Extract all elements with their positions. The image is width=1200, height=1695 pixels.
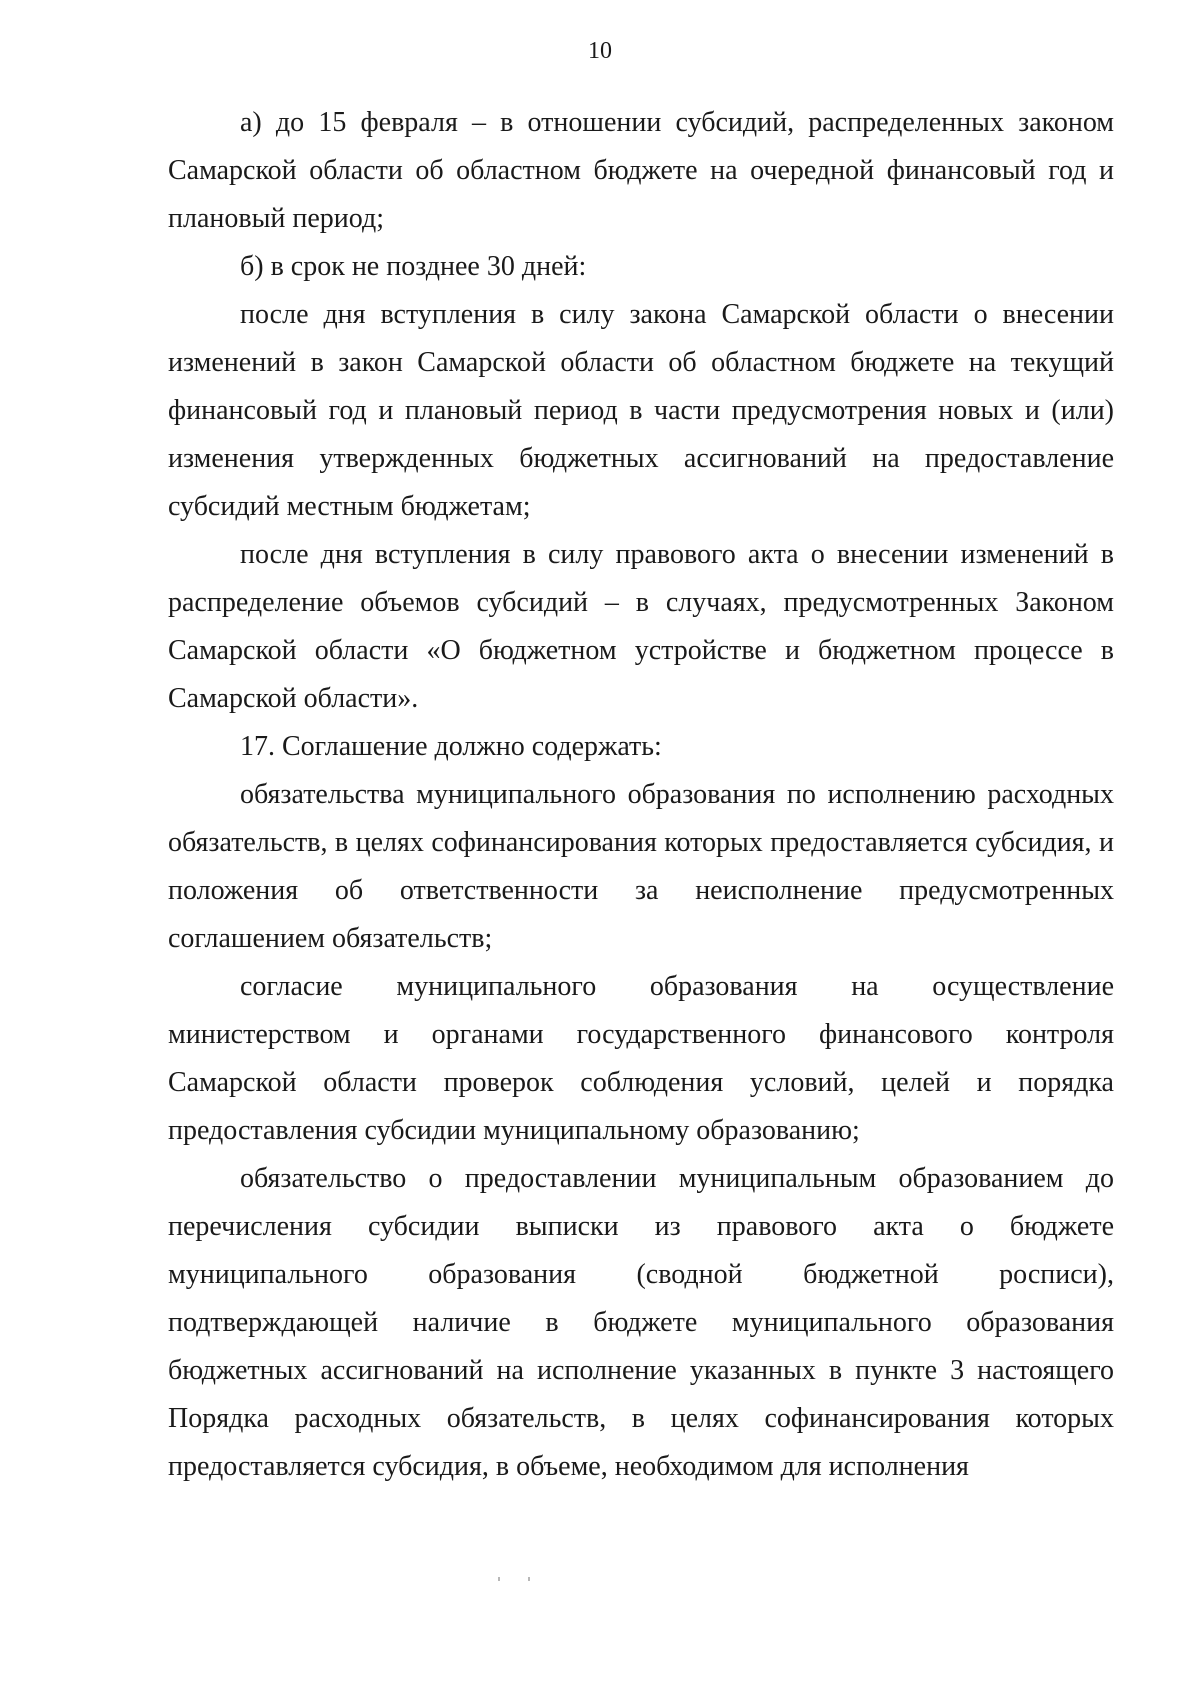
paragraph-section-17-heading: 17. Соглашение должно содержать:	[240, 731, 662, 762]
paragraph-statement-obligation: обязательство о предоставлении муниципальным образованием до перечисления субсидии выписки из правового акта о бюджете муниципального образования (сводной бюджетной росписи), подтверждающей наличие в бюджете муниципального образования бюджетных ассигнований на исполнение указанных в пункте 3 настоящего Порядка расходных обязательств, в целях софинансирования которых предоставляется субсидия, в объеме, необходимом для исполнения	[168, 1163, 1114, 1482]
paragraph-budget-law-change: после дня вступления в силу закона Самарской области о внесении изменений в закон Самарской области об областном бюджете на текущий финансовый год и плановый период в части предусмотрения новых и (или) изменения утвержденных бюджетных ассигнований на предоставление субсидий местным бюджетам;	[168, 299, 1114, 522]
paragraph-legal-act-change: после дня вступления в силу правового акта о внесении изменений в распределение объемов субсидий – в случаях, предусмотренных Законом Самарской области «О бюджетном устройстве и бюджетном процессе в Самарской области».	[168, 539, 1114, 714]
paragraph-obligations: обязательства муниципального образования по исполнению расходных обязательств, в целях софинансирования которых предоставляется субсидия, и положения об ответственности за неисполнение предусмотренных соглашением обязательств;	[168, 779, 1114, 954]
scan-speck	[528, 1577, 530, 1581]
paragraph-consent: согласие муниципального образования на осуществление министерством и органами государственного финансового контроля Самарской области проверок соблюдения условий, целей и порядка предоставления субсидии муниципальному образованию;	[168, 971, 1114, 1146]
scan-speck	[498, 1577, 500, 1581]
paragraph-item-b: б) в срок не позднее 30 дней:	[240, 251, 587, 282]
paragraph-item-a: а) до 15 февраля – в отношении субсидий, распределенных законом Самарской области об областном бюджете на очередной финансовый год и плановый период;	[168, 107, 1114, 234]
page-number: 10	[588, 38, 612, 64]
document-body	[168, 99, 1114, 1491]
